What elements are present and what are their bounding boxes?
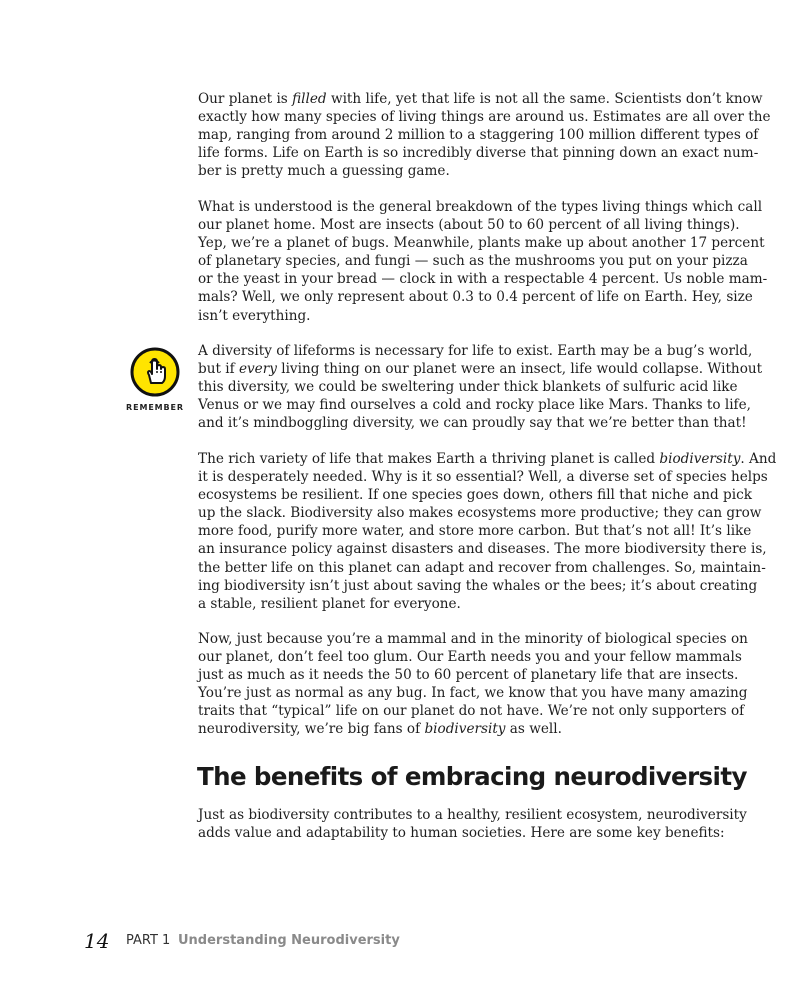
text-line: our planet home. Most are insects (about 50 to 60 percent of all living things). <box>198 217 740 234</box>
text-line: Yep, we’re a planet of bugs. Meanwhile, plants make up about another 17 percent <box>198 235 765 252</box>
text-line: this diversity, we could be sweltering under thick blankets of sulfuric acid like <box>198 379 738 396</box>
emphasis: every <box>238 361 277 378</box>
text-line: it is desperately needed. Why is it so essential? Well, a diverse set of species helps <box>198 469 768 486</box>
paragraph-mammals <box>198 630 748 739</box>
text-line: A diversity of lifeforms is necessary for life to exist. Earth may be a bug’s world, <box>198 343 753 359</box>
remember-label: REMEMBER <box>126 403 184 412</box>
text-line: isn’t everything. <box>198 307 311 324</box>
text-line: The rich variety of life that makes Earth a thriving planet is called biodiversity. And <box>198 451 777 467</box>
emphasis: biodiversity <box>424 721 506 738</box>
page-number: 14 <box>84 929 110 953</box>
section-heading: The benefits of embracing neurodiversity <box>197 762 747 791</box>
footer-part-title: Understanding Neurodiversity <box>178 933 400 948</box>
footer-part-label: PART 1 <box>126 933 171 948</box>
text-line: life forms. Life on Earth is so incredibly diverse that pinning down an exact num- <box>198 145 759 162</box>
paragraph-remember-note <box>198 342 763 432</box>
text-line: Venus or we may find ourselves a cold and rocky place like Mars. Thanks to life, <box>198 397 751 414</box>
text-line: up the slack. Biodiversity also makes ecosystems more productive; they can grow <box>198 505 762 522</box>
text-line: Our planet is filled with life, yet that life is not all the same. Scientists don’t know <box>198 91 763 107</box>
paragraph-species-breakdown <box>198 198 768 325</box>
emphasis: filled <box>292 91 327 107</box>
text-line: Just as biodiversity contributes to a healthy, resilient ecosystem, neurodiversity <box>198 807 747 823</box>
text-line: What is understood is the general breakdown of the types living things which call <box>198 199 763 215</box>
text-line: or the yeast in your bread — clock in with a respectable 4 percent. Us noble mam- <box>198 271 768 288</box>
paragraph-intro <box>198 90 771 180</box>
text-line: and it’s mindboggling diversity, we can proudly say that we’re better than that! <box>198 415 747 432</box>
emphasis: biodiversity <box>659 451 741 467</box>
text-line: You’re just as normal as any bug. In fact, we know that you have many amazing <box>198 685 748 702</box>
text-line: ecosystems be resilient. If one species goes down, others fill that niche and pick <box>198 487 752 504</box>
text-line: Now, just because you’re a mammal and in the minority of biological species on <box>198 631 748 647</box>
text-line: but if every living thing on our planet were an insect, life would collapse. Without <box>198 361 763 378</box>
text-line: ing biodiversity isn’t just about saving the whales or the bees; it’s about creating <box>198 577 758 594</box>
text-line: more food, purify more water, and store more carbon. But that’s not all! It’s like <box>198 523 752 540</box>
text-line: ber is pretty much a guessing game. <box>198 163 450 180</box>
paragraph-biodiversity <box>198 450 777 613</box>
text-line: traits that “typical” life on our planet do not have. We’re not only supporters of <box>198 703 745 720</box>
text-line: a stable, resilient planet for everyone. <box>198 595 461 612</box>
text-line: exactly how many species of living things are around us. Estimates are all over the <box>198 109 771 126</box>
paragraph-benefits-intro <box>198 806 747 842</box>
text-line: just as much as it needs the 50 to 60 percent of planetary life that are insects. <box>198 667 739 684</box>
text-line: neurodiversity, we’re big fans of biodiversity as well. <box>198 721 562 738</box>
text-line: our planet, don’t feel too glum. Our Earth needs you and your fellow mammals <box>198 649 742 666</box>
text-line: an insurance policy against disasters and diseases. The more biodiversity there is, <box>198 541 767 558</box>
text-line: adds value and adaptability to human societies. Here are some key benefits: <box>198 825 725 842</box>
remember-icon <box>130 347 180 397</box>
text-line: map, ranging from around 2 million to a staggering 100 million different types of <box>198 127 759 144</box>
text-line: mals? Well, we only represent about 0.3 to 0.4 percent of life on Earth. Hey, size <box>198 289 753 306</box>
text-line: the better life on this planet can adapt and recover from challenges. So, maintain- <box>198 559 766 576</box>
text-line: of planetary species, and fungi — such as the mushrooms you put on your pizza <box>198 253 748 270</box>
